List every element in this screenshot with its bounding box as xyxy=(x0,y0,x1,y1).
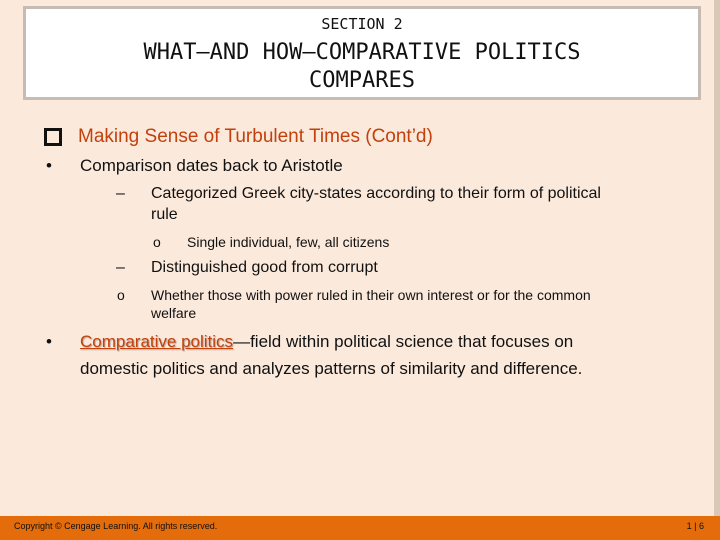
subsub-power-line2: welfare xyxy=(151,305,197,321)
slide-title-line2: COMPARES xyxy=(309,68,415,93)
slide-title xyxy=(26,39,698,95)
circle-marker: o xyxy=(117,287,125,303)
sub-categorized-line1: Categorized Greek city-states according to their form of political xyxy=(151,185,601,202)
sub-categorized-line2: rule xyxy=(151,206,178,223)
bullet-comparative-line1 xyxy=(80,332,573,352)
page-number: 1 | 6 xyxy=(686,521,704,531)
sub-distinguished: Distinguished good from corrupt xyxy=(151,259,378,276)
bullet-marker: • xyxy=(46,332,52,351)
bullet-marker: • xyxy=(46,156,52,175)
bullet-aristotle: Comparison dates back to Aristotle xyxy=(80,156,343,175)
subsub-single-individual: Single individual, few, all citizens xyxy=(187,234,390,250)
title-box xyxy=(23,6,701,100)
section-label: SECTION 2 xyxy=(321,15,403,33)
term-comparative-politics: Comparative politics xyxy=(80,332,234,351)
section-heading: Making Sense of Turbulent Times (Cont’d) xyxy=(78,126,433,147)
footer-bar xyxy=(0,516,720,540)
copyright-text: Copyright © Cengage Learning. All rights reserved. xyxy=(14,521,218,531)
bullet-comparative-line2: domestic politics and analyzes patterns of similarity and difference. xyxy=(80,359,583,378)
subsub-power-line1: Whether those with power ruled in their own interest or for the common xyxy=(151,287,591,303)
definition-text: —field within political science that focuses on xyxy=(233,332,574,351)
dash-marker: – xyxy=(116,185,125,202)
right-strip xyxy=(714,0,720,516)
checkbox-bullet-icon xyxy=(44,128,62,146)
dash-marker: – xyxy=(116,259,125,276)
slide-title-line1: WHAT—AND HOW—COMPARATIVE POLITICS xyxy=(143,40,581,65)
circle-marker: o xyxy=(153,234,161,250)
